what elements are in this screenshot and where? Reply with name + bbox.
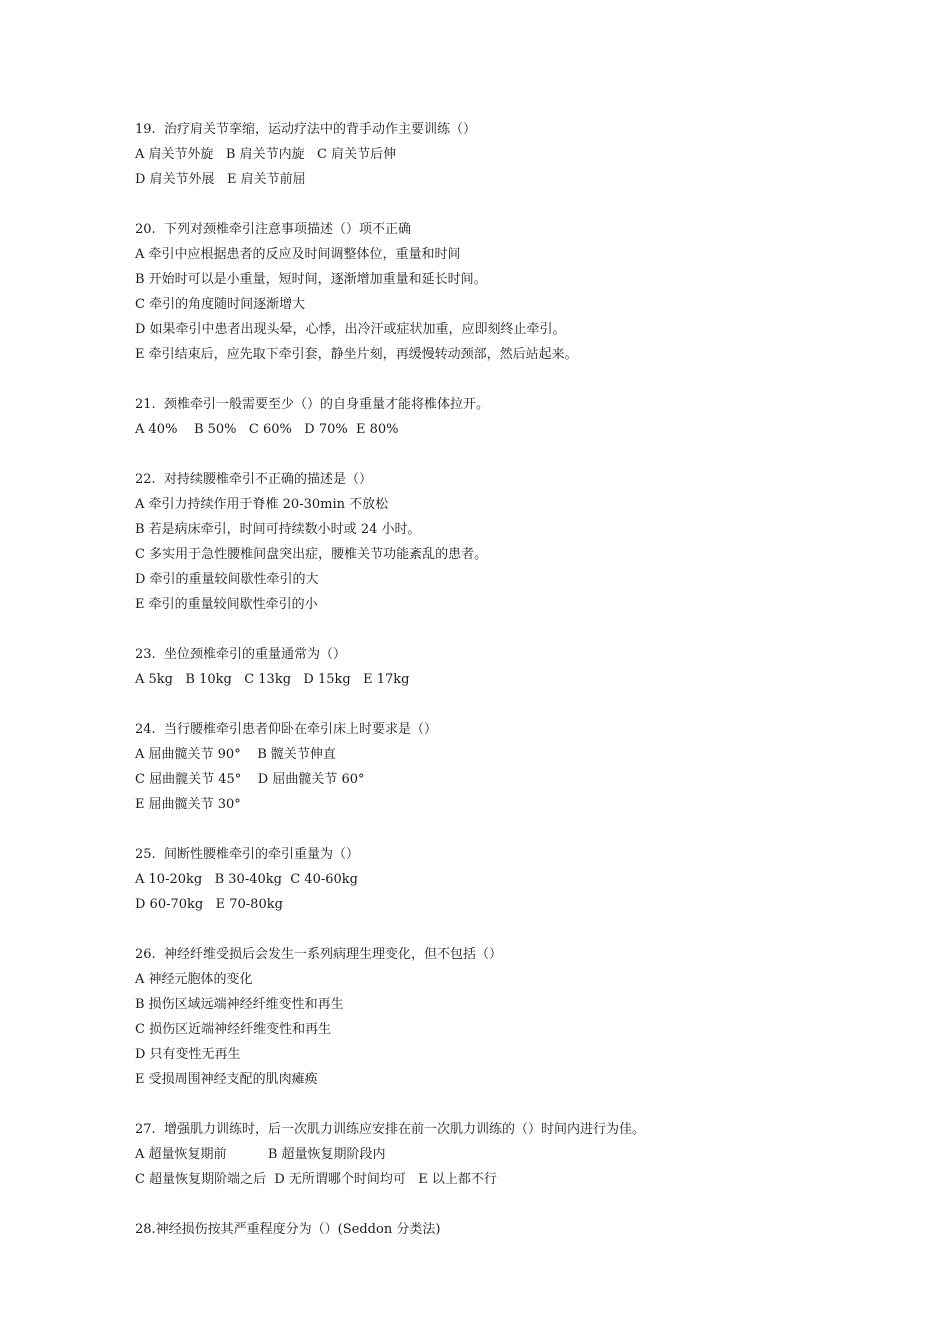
question-stem: 26. 神经纤维受损后会发生一系列病理生理变化，但不包括（） xyxy=(135,947,502,962)
spacer xyxy=(135,917,895,942)
spacer xyxy=(135,1092,895,1117)
option-line: A 神经元胞体的变化 xyxy=(135,972,253,987)
option-line: C 牵引的角度随时间逐渐增大 xyxy=(135,297,306,312)
option-line: D 只有变性无再生 xyxy=(135,1047,241,1062)
question-stem: 25. 间断性腰椎牵引的牵引重量为（） xyxy=(135,847,359,862)
option-line: C 多实用于急性腰椎间盘突出症，腰椎关节功能紊乱的患者。 xyxy=(135,547,488,562)
question-27 xyxy=(135,1117,895,1192)
option-line: A 超量恢复期前 B 超量恢复期阶段内 xyxy=(135,1147,386,1162)
question-stem: 27. 增强肌力训练时，后一次肌力训练应安排在前一次肌力训练的（）时间内进行为佳。 xyxy=(135,1122,645,1137)
question-20 xyxy=(135,217,895,367)
spacer xyxy=(135,192,895,217)
question-stem: 20. 下列对颈椎牵引注意事项描述（）项不正确 xyxy=(135,222,411,237)
option-line: E 屈曲髋关节 30° xyxy=(135,797,241,812)
option-line: D 如果牵引中患者出现头晕，心悸，出冷汗或症状加重，应即刻终止牵引。 xyxy=(135,322,566,337)
question-28 xyxy=(135,1217,895,1242)
option-line: E 受损周围神经支配的肌肉瘫痪 xyxy=(135,1072,318,1087)
option-line: B 损伤区域远端神经纤维变性和再生 xyxy=(135,997,344,1012)
question-24 xyxy=(135,717,895,817)
question-19 xyxy=(135,117,895,192)
option-line: C 损伤区近端神经纤维变性和再生 xyxy=(135,1022,332,1037)
question-21 xyxy=(135,392,895,442)
option-line: A 牵引力持续作用于脊椎 20-30min 不放松 xyxy=(135,497,389,512)
option-line: A 40% B 50% C 60% D 70% E 80% xyxy=(135,422,399,437)
option-line: B 开始时可以是小重量，短时间，逐渐增加重量和延长时间。 xyxy=(135,272,487,287)
question-stem: 23. 坐位颈椎牵引的重量通常为（） xyxy=(135,647,346,662)
document-page xyxy=(135,117,895,1242)
spacer xyxy=(135,1192,895,1217)
option-line: D 牵引的重量较间歇性牵引的大 xyxy=(135,572,319,587)
spacer xyxy=(135,817,895,842)
option-line: C 超量恢复期阶端之后 D 无所谓哪个时间均可 E 以上都不行 xyxy=(135,1172,497,1187)
spacer xyxy=(135,617,895,642)
option-line: C 屈曲髋关节 45° D 屈曲髋关节 60° xyxy=(135,772,365,787)
spacer xyxy=(135,442,895,467)
question-22 xyxy=(135,467,895,617)
question-25 xyxy=(135,842,895,917)
option-line: E 牵引结束后，应先取下牵引套，静坐片刻，再缓慢转动颈部，然后站起来。 xyxy=(135,347,578,362)
option-line: A 肩关节外旋 B 肩关节内旋 C 肩关节后伸 xyxy=(135,147,397,162)
question-stem: 19. 治疗肩关节挛缩，运动疗法中的背手动作主要训练（） xyxy=(135,122,476,137)
option-line: D 肩关节外展 E 肩关节前屈 xyxy=(135,172,306,187)
question-stem: 22. 对持续腰椎牵引不正确的描述是（） xyxy=(135,472,372,487)
option-line: A 牵引中应根据患者的反应及时间调整体位，重量和时间 xyxy=(135,247,461,262)
option-line: A 5kg B 10kg C 13kg D 15kg E 17kg xyxy=(135,672,410,687)
option-line: B 若是病床牵引，时间可持续数小时或 24 小时。 xyxy=(135,522,421,537)
spacer xyxy=(135,367,895,392)
option-line: E 牵引的重量较间歇性牵引的小 xyxy=(135,597,318,612)
question-23 xyxy=(135,642,895,692)
question-stem: 21. 颈椎牵引一般需要至少（）的自身重量才能将椎体拉开。 xyxy=(135,397,489,412)
spacer xyxy=(135,692,895,717)
option-line: D 60-70kg E 70-80kg xyxy=(135,897,283,912)
question-26 xyxy=(135,942,895,1092)
option-line: A 10-20kg B 30-40kg C 40-60kg xyxy=(135,872,358,887)
option-line: A 屈曲髋关节 90° B 髋关节伸直 xyxy=(135,747,336,762)
question-stem: 28.神经损伤按其严重程度分为（）(Seddon 分类法) xyxy=(135,1222,441,1237)
question-stem: 24. 当行腰椎牵引患者仰卧在牵引床上时要求是（） xyxy=(135,722,437,737)
